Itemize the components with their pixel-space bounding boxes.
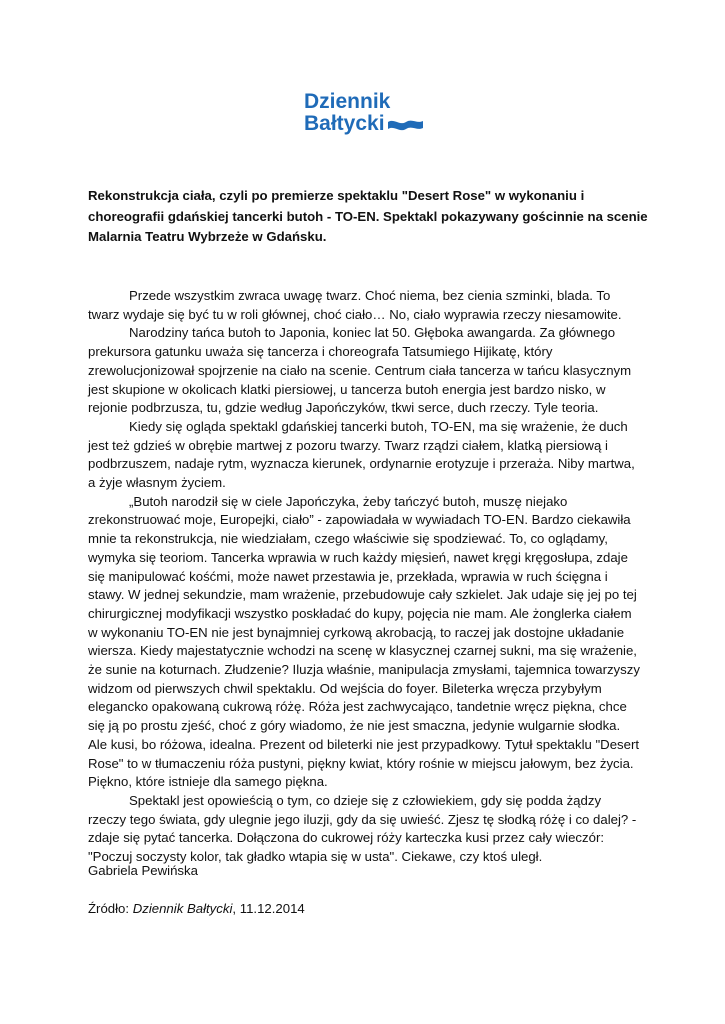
source-date: , 11.12.2014 (232, 901, 305, 916)
dziennik-baltycki-logo (302, 88, 426, 138)
logo-line-1: Dziennik (304, 90, 391, 113)
article-paragraph: Narodziny tańca butoh to Japonia, koniec lat 50. Głęboka awangarda. Za głównego prekursora gatunku uważa się tancerza i choreografa Tatsumiego Hijikatę, który zrewolucjonizował spojrzenie na ciało na scenie. Centrum ciała tancerza w tańcu klasycznym jest skupione w okolicach klatki piersiowej, u tancerza butoh energia jest bardzo nisko, w rejonie podbrzusza, tu, gdzie według Japończyków, tkwi serce, duch rzeczy. Tyle teoria. (88, 325, 632, 416)
source-line (88, 900, 305, 919)
wave-icon (388, 121, 423, 131)
article-headline: Rekonstrukcja ciała, czyli po premierze spektaklu "Desert Rose" w wykonaniu i choreografii gdańskiej tancerki butoh - TO-EN. Spektakl pokazywany gościnnie na scenie Malarnia Teatru Wybrzeże w Gdańsku. (88, 188, 648, 244)
article-paragraph: Kiedy się ogląda spektakl gdańskiej tancerki butoh, TO-EN, ma się wrażenie, że duch jest też gdzieś w obrębie martwej z pozoru twarzy. Twarz rządzi ciałem, klatką piersiową i podbrzuszem, nadaje rytm, wyznacza kierunek, ordynarnie erotyzuje i przeraża. Niby martwa, a żyje własnym życiem. (88, 418, 635, 491)
logo-line-2: Bałtycki (304, 112, 385, 135)
article-paragraph: Przede wszystkim zwraca uwagę twarz. Choć niema, bez cienia szminki, blada. To twarz wydaje się być tu w roli głównej, choć ciało… No, ciało wyprawia rzeczy niesamowite. (88, 288, 622, 322)
article-paragraph: „Butoh narodził się w ciele Japończyka, żeby tańczyć butoh, muszę niejako zrekonstruować moje, Europejki, ciało” - zapowiadała w wywiadach TO-EN. Bardzo ciekawiła mnie ta rekonstrukcja, nie wiedziałam, czego właściwie się spodziewać. To, co oglądamy, wymyka się teoriom. Tancerka wprawia w ruch każdy mięsień, nawet kręgi kręgosłupa, zdaje się manipulować kośćmi, może nawet przestawia je, przekłada, wprawia w ruch ścięgna i stawy. W jednej sekundzie, mam wrażenie, przebudowuje cały szkielet. Jak udaje się jej po tej chirurgicznej modyfikacji wszystko poskładać do kupy, pojęcia nie mam. Ale żonglerka ciałem w wykonaniu TO-EN nie jest bynajmniej cyrkową akrobacją, to raczej jak dostojne układanie wiersza. Kiedy majestatycznie wchodzi na scenę w klasycznej czarnej sukni, ma się wrażenie, że sunie na koturnach. Złudzenie? Iluzja właśnie, manipulacja zmysłami, tajemnica towarzyszy widzom od pierwszych chwil spektaklu. Od wejścia do foyer. Bileterka wręcza przybyłym elegancko opakowaną cukrową różę. Róża jest zachwycająco, tandetnie wręcz piękna, chce się ją po prostu zjeść, choć z góry wiadomo, że nie jest smaczna, jedynie wulgarnie słodka. Ale kusi, bo różowa, idealna. Prezent od bileterki nie jest przypadkowy. Tytuł spektaklu "Desert Rose" to w tłumaczeniu róża pustyni, piękny kwiat, który rośnie w miejscu jałowym, bez życia. Piękno, które istnieje dla samego piękna. (88, 493, 640, 790)
author-name: Gabriela Pewińska (88, 863, 198, 878)
article-body (88, 287, 640, 867)
article-paragraph: Spektakl jest opowieścią o tym, co dzieje się z człowiekiem, gdy się podda żądzy rzeczy tego świata, gdy ulegnie jego iluzji, gdy da się uwieść. Zjesz tę słodką różę i co dalej? - zdaje się pytać tancerka. Dołączona do cukrowej róży karteczka kusi przez cały wieczór: "Poczuj soczysty kolor, tak gładko wtapia się w usta". Ciekawe, czy ktoś uległ. (88, 792, 637, 865)
source-publication: Dziennik Bałtycki (132, 901, 233, 916)
source-label: Źródło: (88, 901, 133, 916)
